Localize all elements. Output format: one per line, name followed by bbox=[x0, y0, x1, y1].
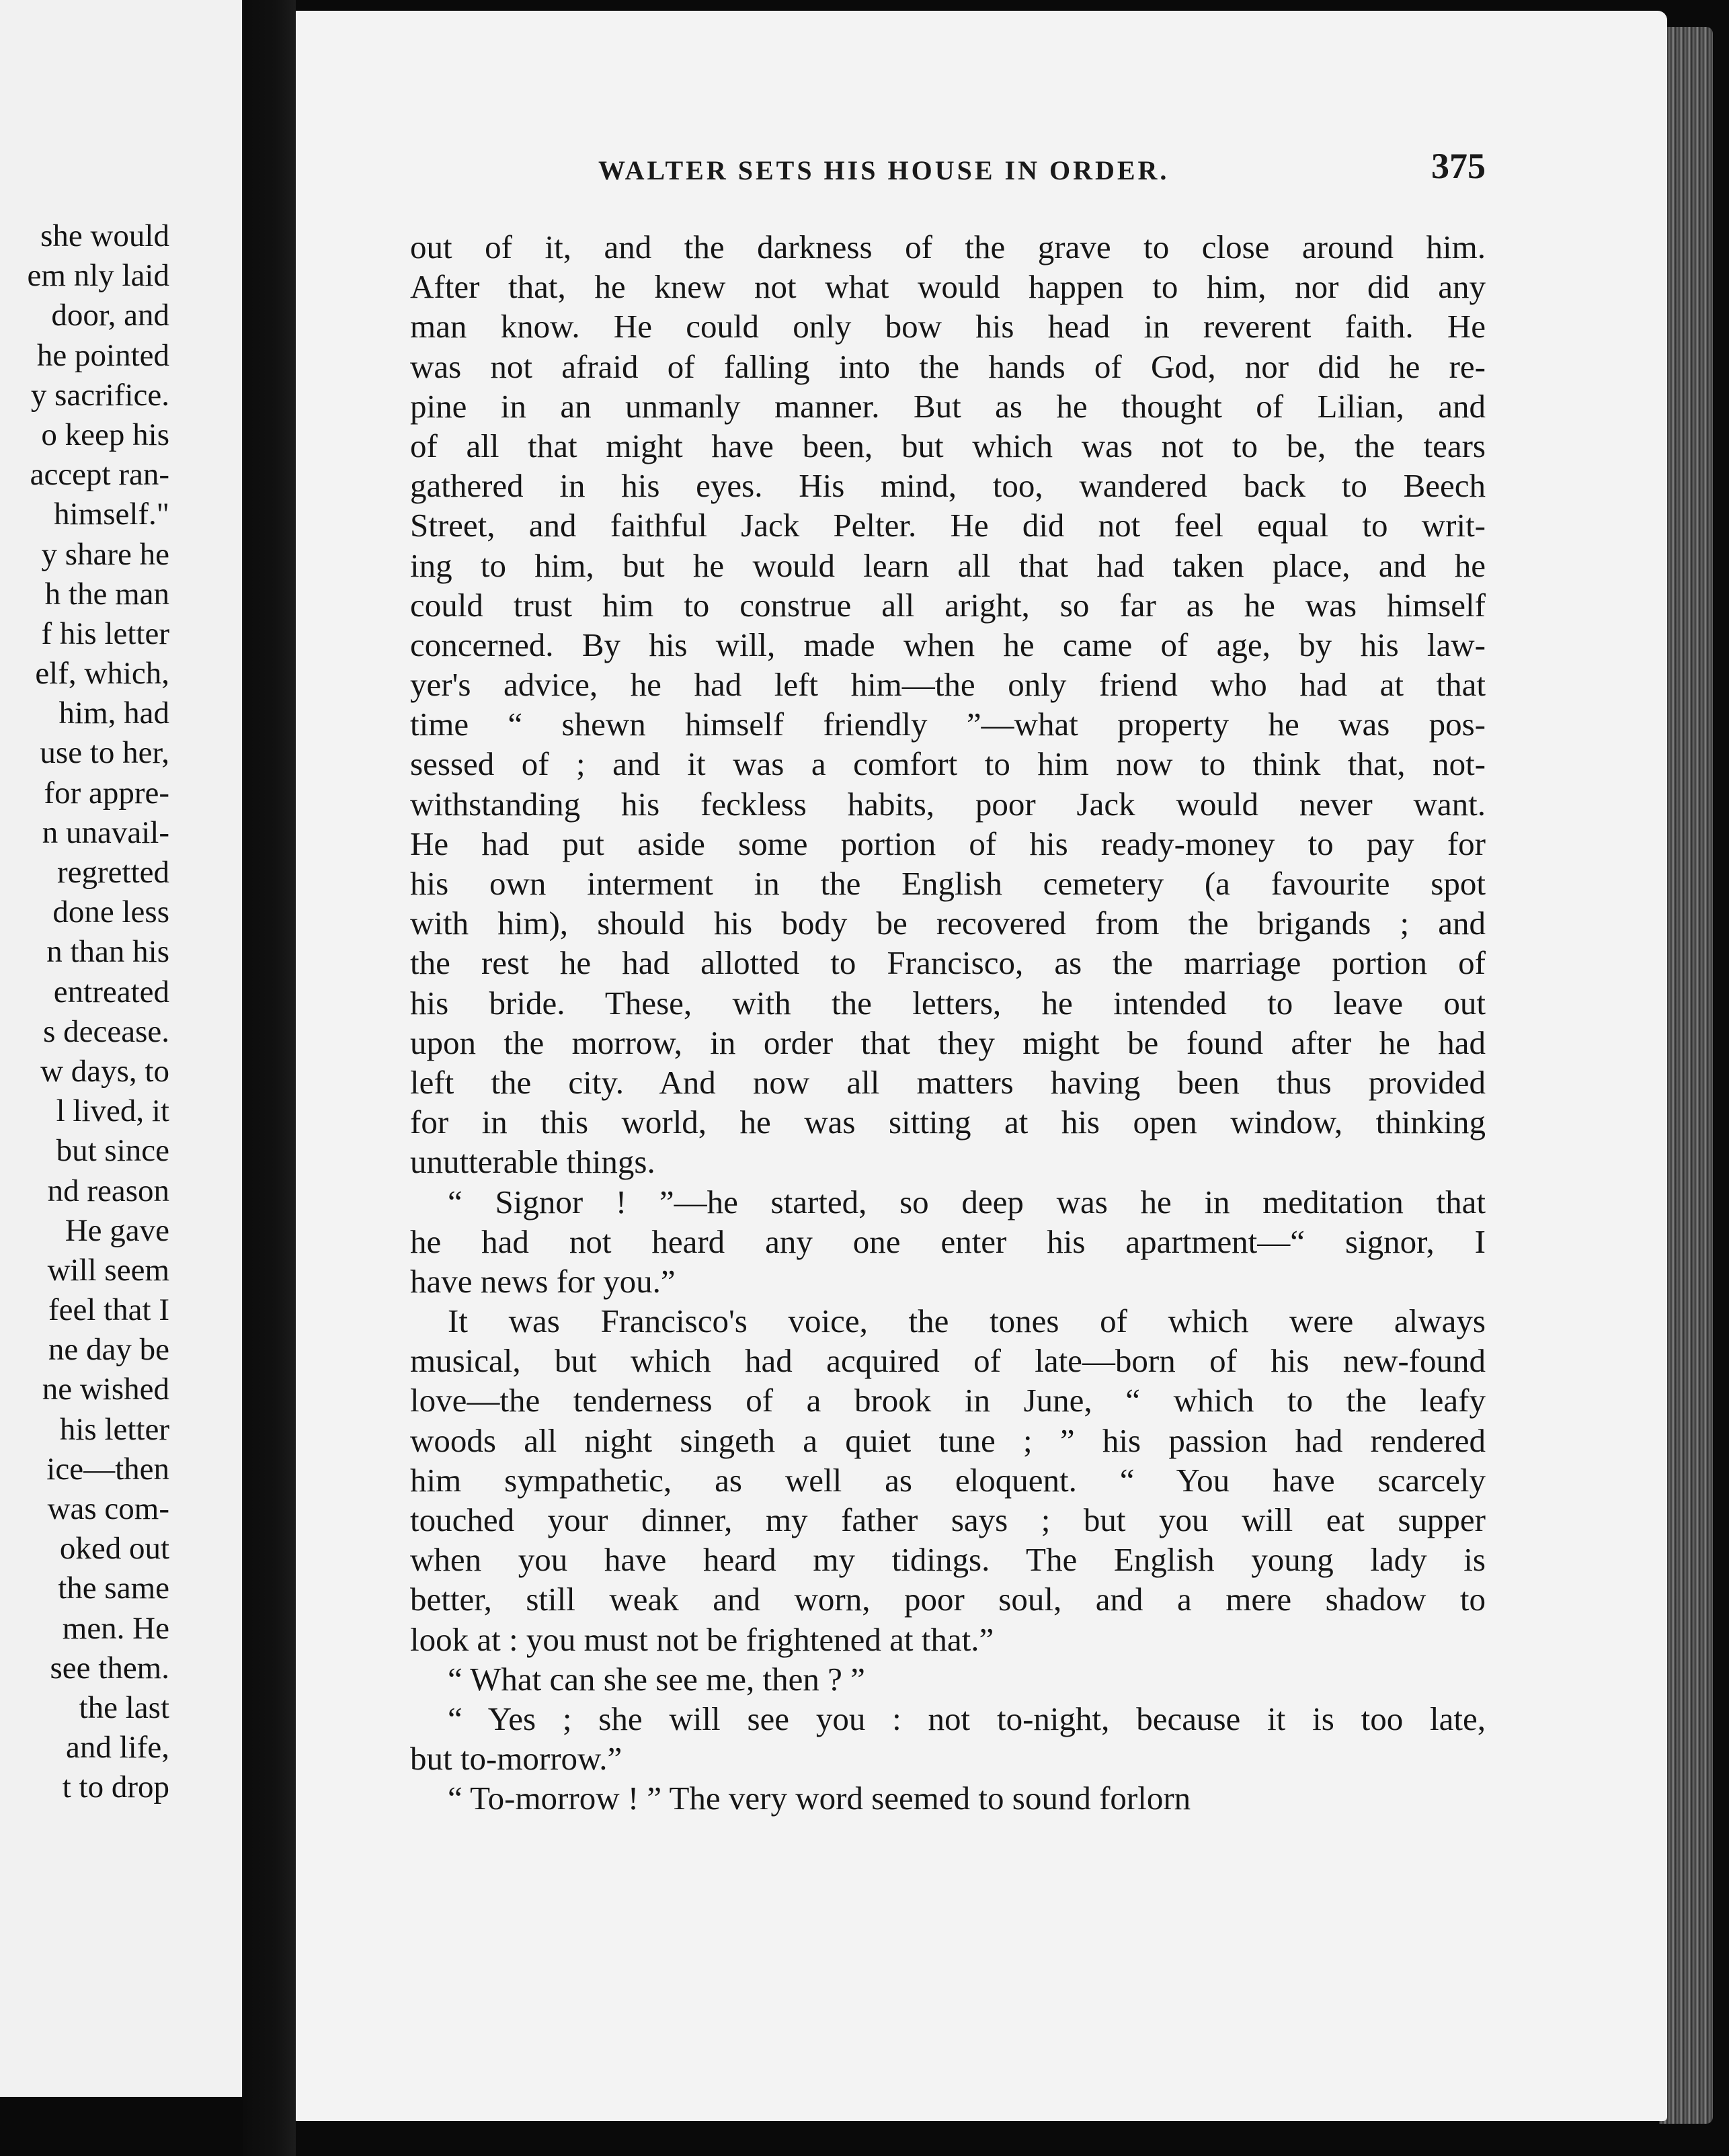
left-page-line: nd reason bbox=[47, 1173, 169, 1208]
left-page-line: use to her, bbox=[40, 735, 169, 771]
left-page-line: done less bbox=[52, 895, 169, 930]
left-page-line: the same bbox=[58, 1571, 169, 1606]
left-page-line: but since bbox=[56, 1133, 169, 1169]
text-line: “ To-morrow ! ” The very word seemed to sound forlorn bbox=[448, 1780, 1191, 1817]
text-line: his bride. These, with the letters, he intended to leave out bbox=[410, 984, 1486, 1022]
text-line: when you have heard my tidings. The English young lady is bbox=[410, 1541, 1486, 1579]
text-line: He had put aside some portion of his ready-money to pay for bbox=[410, 825, 1486, 862]
right-page bbox=[296, 11, 1667, 2121]
text-line: love—the tenderness of a brook in June, “ which to the leafy bbox=[410, 1382, 1486, 1419]
book-gutter bbox=[243, 0, 296, 2156]
body-text bbox=[410, 227, 1486, 1819]
left-page-line: oked out bbox=[59, 1531, 169, 1567]
left-page-line: o keep his bbox=[41, 417, 169, 452]
text-line: After that, he knew not what would happen to him, nor did any bbox=[410, 268, 1486, 306]
left-page-line: y share he bbox=[41, 536, 169, 572]
text-line: him sympathetic, as well as eloquent. “ You have scarcely bbox=[410, 1461, 1486, 1499]
running-head: WALTER SETS HIS HOUSE IN ORDER. bbox=[598, 155, 1170, 185]
text-line: unutterable things. bbox=[410, 1143, 655, 1181]
left-page-line: he pointed bbox=[36, 337, 169, 373]
text-line: out of it, and the darkness of the grave to close around him. bbox=[410, 229, 1486, 265]
text-line: better, still weak and worn, poor soul, and a mere shadow to bbox=[410, 1581, 1486, 1618]
left-page-line: himself." bbox=[54, 497, 169, 532]
left-page-line: ice—then bbox=[46, 1451, 169, 1487]
text-line: “ What can she see me, then ? ” bbox=[448, 1660, 865, 1698]
text-line: “ Signor ! ”—he started, so deep was he in meditation that bbox=[448, 1183, 1486, 1220]
left-page-line: was com- bbox=[47, 1491, 169, 1526]
text-line: the rest he had allotted to Francisco, as the marriage portion of bbox=[410, 944, 1486, 982]
text-line: have news for you.” bbox=[410, 1262, 676, 1300]
text-line: concerned. By his will, made when he came of age, by his law- bbox=[410, 626, 1486, 663]
left-page-line: w days, to bbox=[40, 1053, 169, 1089]
left-page-line: him, had bbox=[58, 696, 169, 731]
text-line: could trust him to construe all aright, so far as he was himself bbox=[410, 586, 1486, 624]
text-line: but to-morrow.” bbox=[410, 1740, 622, 1778]
text-line: was not afraid of falling into the hands of God, nor did he re- bbox=[410, 347, 1486, 385]
left-page-line: entreated bbox=[53, 974, 169, 1009]
text-line: “ Yes ; she will see you : not to-night, because it is too late, bbox=[448, 1700, 1486, 1737]
text-line: musical, but which had acquired of late—born of his new-found bbox=[410, 1342, 1486, 1380]
page-number: 375 bbox=[1431, 146, 1486, 186]
left-page-line: f his letter bbox=[41, 616, 169, 651]
left-page-line: ne wished bbox=[42, 1372, 169, 1407]
text-line: he had not heard any one enter his apartment—“ signor, I bbox=[410, 1222, 1486, 1260]
left-page-line: He gave bbox=[65, 1212, 169, 1248]
left-page-line: for appre- bbox=[44, 775, 169, 811]
left-page-line: the last bbox=[79, 1690, 169, 1725]
text-line: woods all night singeth a quiet tune ; ” his passion had rendered bbox=[410, 1421, 1486, 1459]
left-page-line: regretted bbox=[56, 855, 169, 890]
left-page-line: l lived, it bbox=[56, 1093, 169, 1129]
left-page bbox=[0, 0, 246, 2097]
left-page-line: his letter bbox=[59, 1411, 169, 1447]
text-line: withstanding his feckless habits, poor Jack would never want. bbox=[410, 785, 1486, 823]
left-page-line: door, and bbox=[51, 298, 169, 333]
text-line: for in this world, he was sitting at his open window, thinking bbox=[410, 1104, 1486, 1141]
text-line: man know. He could only bow his head in reverent faith. He bbox=[410, 308, 1486, 345]
left-page-line: n than his bbox=[46, 934, 169, 970]
left-page-line: and life, bbox=[66, 1730, 169, 1766]
text-line: Street, and faithful Jack Pelter. He did not feel equal to writ- bbox=[410, 507, 1486, 544]
left-page-line: will seem bbox=[47, 1252, 169, 1288]
left-page-line: em nly laid bbox=[27, 258, 169, 294]
text-line: his own interment in the English cemetery (a favourite spot bbox=[410, 865, 1486, 902]
text-line: of all that might have been, but which was not to be, the tears bbox=[410, 427, 1486, 464]
text-line: time “ shewn himself friendly ”—what property he was pos- bbox=[410, 706, 1486, 743]
left-page-text bbox=[0, 216, 169, 1808]
text-line: touched your dinner, my father says ; but you will eat supper bbox=[410, 1501, 1486, 1538]
left-page-line: ne day be bbox=[48, 1332, 169, 1368]
left-page-line: men. He bbox=[62, 1610, 169, 1646]
text-line: look at : you must not be frightened at that.” bbox=[410, 1620, 994, 1658]
left-page-line: she would bbox=[40, 218, 169, 253]
text-line: pine in an unmanly manner. But as he thought of Lilian, and bbox=[410, 387, 1486, 425]
left-page-line: s decease. bbox=[43, 1013, 169, 1049]
text-line: It was Francisco's voice, the tones of which were always bbox=[448, 1302, 1486, 1340]
left-page-line: y sacrifice. bbox=[30, 377, 169, 413]
left-page-line: accept ran- bbox=[30, 457, 169, 493]
left-page-line: h the man bbox=[44, 576, 169, 612]
left-page-line: elf, which, bbox=[35, 656, 169, 692]
text-line: upon the morrow, in order that they might be found after he had bbox=[410, 1024, 1486, 1061]
text-line: sessed of ; and it was a comfort to him now to think that, not- bbox=[410, 745, 1486, 783]
left-page-line: feel that I bbox=[48, 1292, 169, 1328]
text-line: ing to him, but he would learn all that had taken place, and he bbox=[410, 546, 1486, 584]
page-edges bbox=[1659, 27, 1713, 2124]
left-page-line: see them. bbox=[50, 1650, 169, 1686]
text-line: left the city. And now all matters having been thus provided bbox=[410, 1063, 1486, 1101]
left-page-line: t to drop bbox=[62, 1770, 169, 1805]
text-line: with him), should his body be recovered from the brigands ; and bbox=[410, 905, 1486, 942]
text-line: gathered in his eyes. His mind, too, wandered back to Beech bbox=[410, 467, 1486, 505]
text-line: yer's advice, he had left him—the only friend who had at that bbox=[410, 666, 1486, 704]
left-page-line: n unavail- bbox=[42, 815, 169, 850]
